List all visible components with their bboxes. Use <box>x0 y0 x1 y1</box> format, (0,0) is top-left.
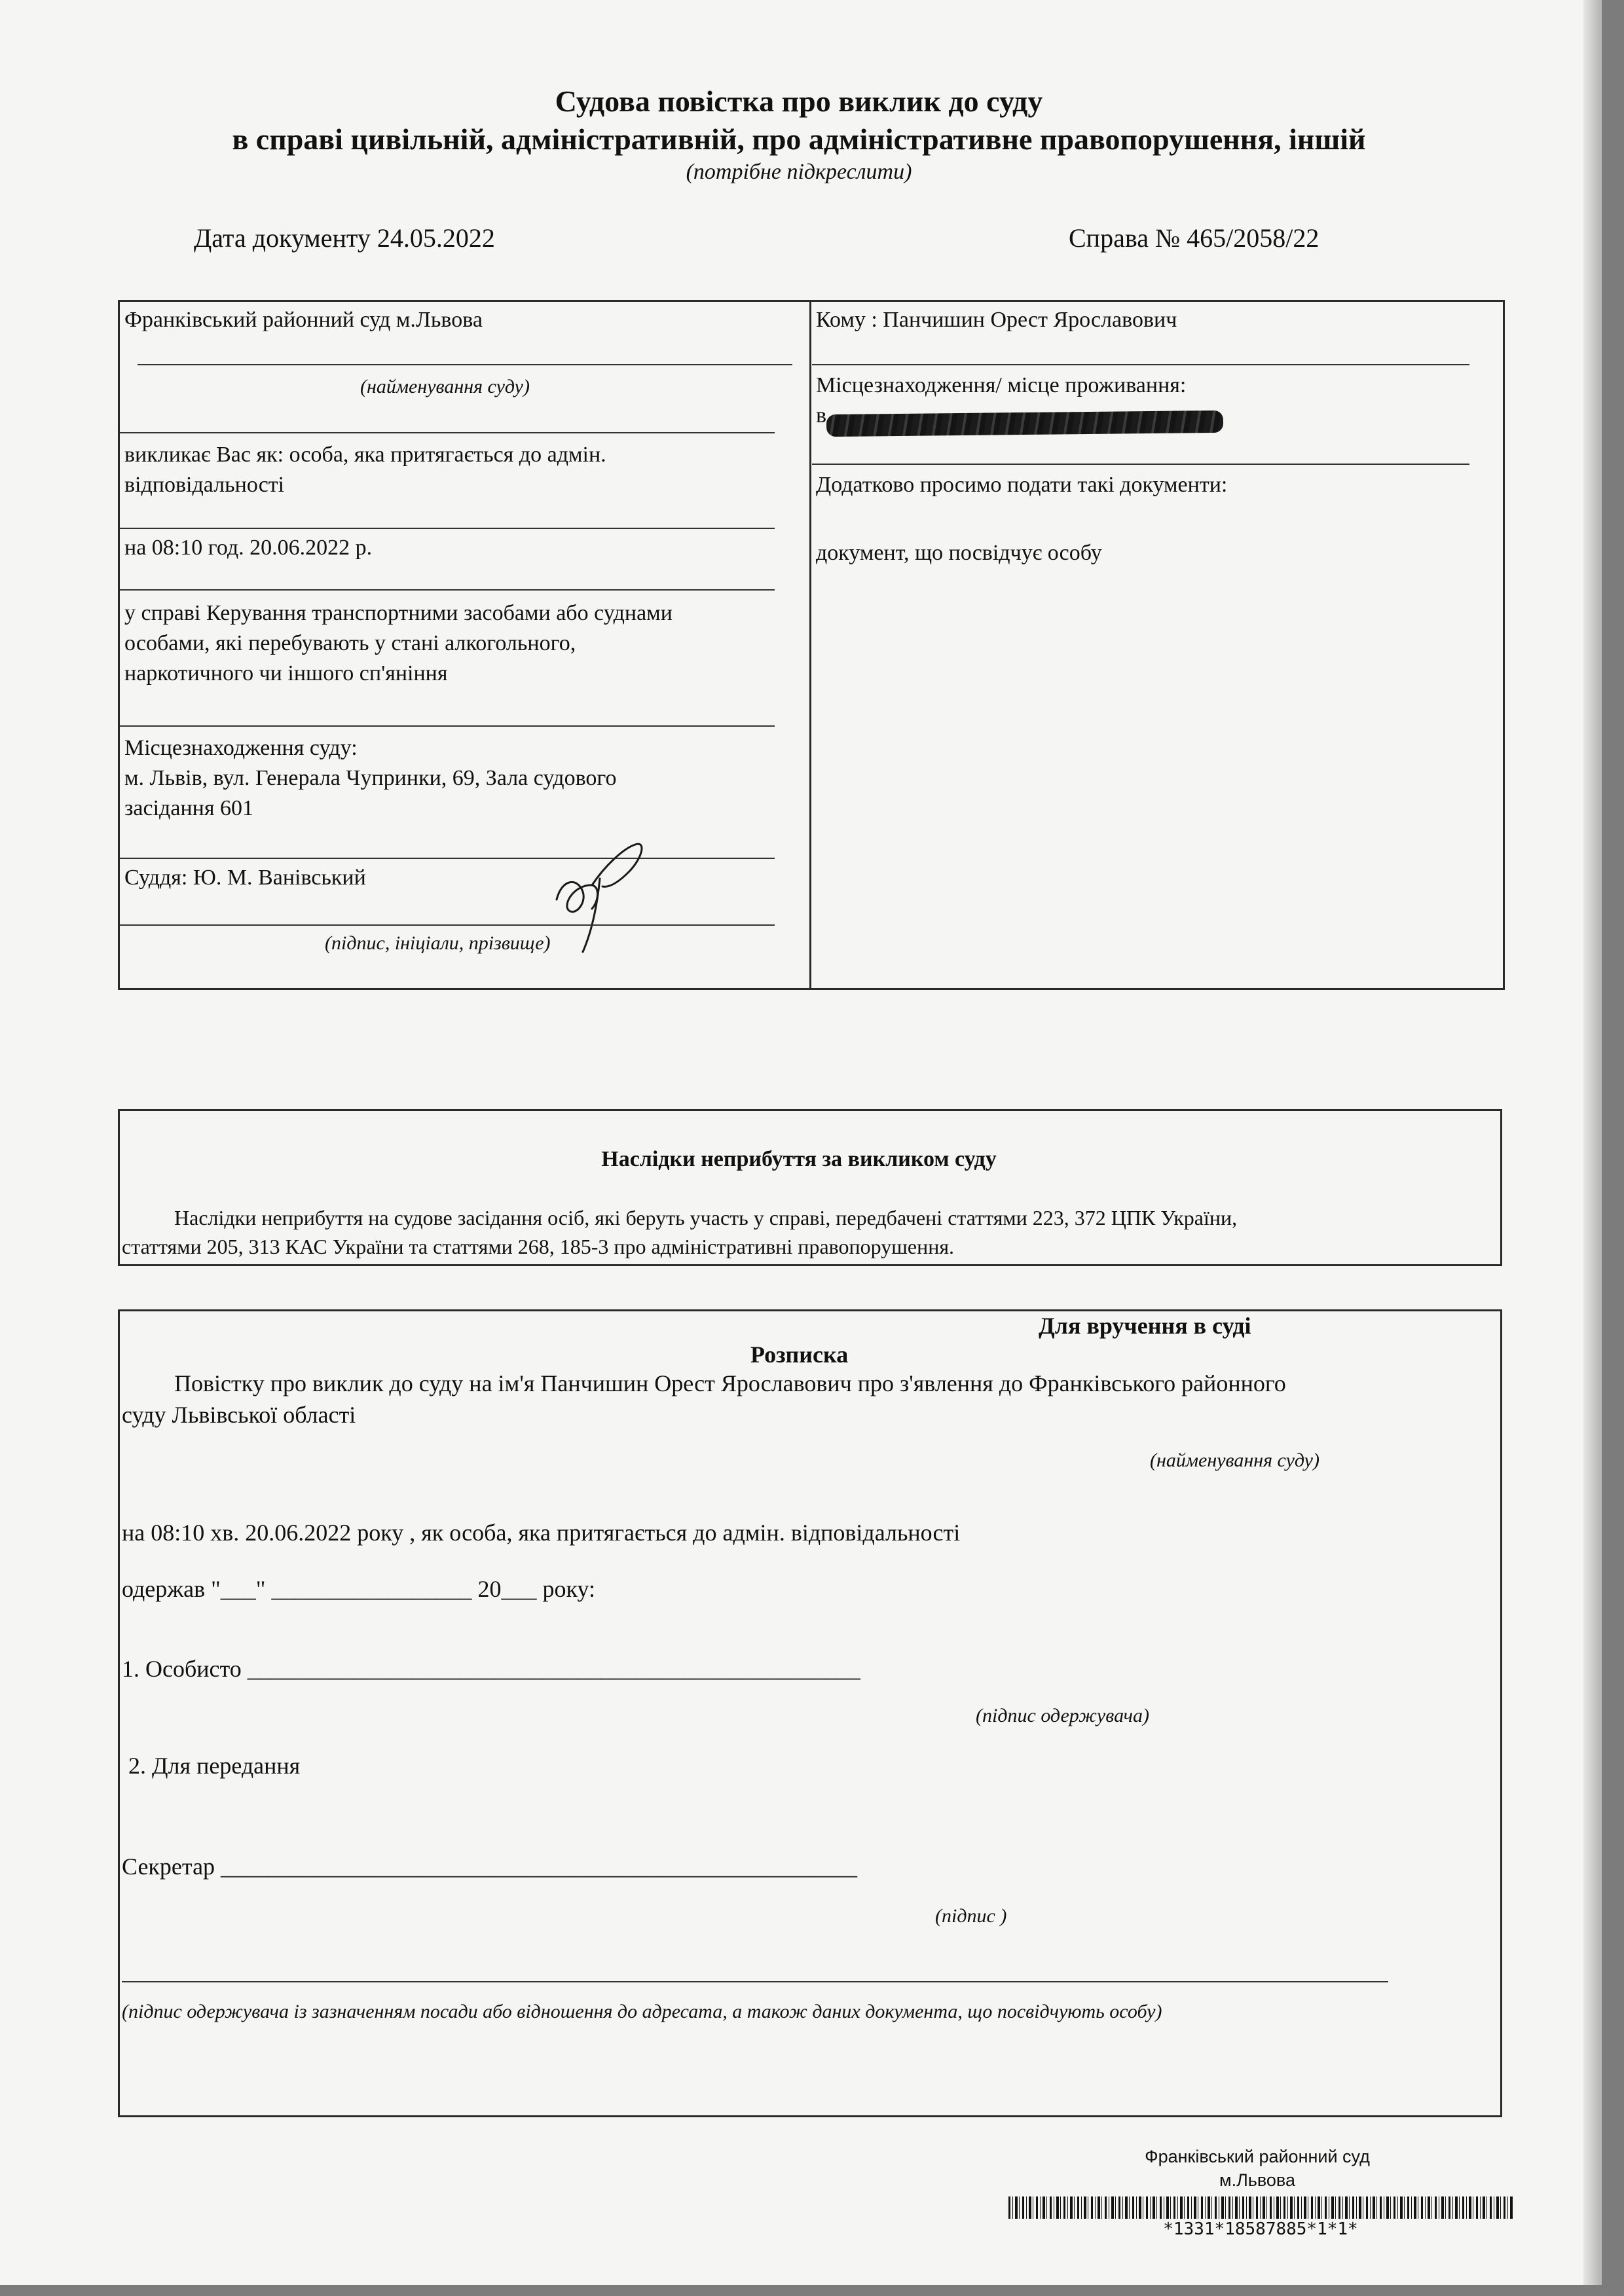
address-label: Місцезнаходження/ місце проживання: <box>816 373 1187 397</box>
received-date-line: одержав "___" _________________ 20___ року: <box>122 1576 596 1602</box>
for-court-label: Для вручення в суді <box>1039 1313 1251 1339</box>
documents-label: Додатково просимо подати такі документи: <box>816 473 1228 497</box>
receipt-line1: Повістку про виклик до суду на ім'я Панчишин Орест Ярославович про з'явлення до Франківського районного <box>174 1370 1286 1396</box>
recipient-rule <box>812 364 1469 365</box>
location-label: Місцезнаходження суду: <box>124 736 358 760</box>
document-title: Судова повістка про виклик до суду <box>555 84 1043 118</box>
court-name: Франківський районний суд м.Львова <box>124 308 483 332</box>
consequences-text-line1: Наслідки неприбуття на судове засідання осіб, які беруть участь у справі, передбачені статтями 223, 372 ЦПК України, <box>174 1206 1238 1230</box>
location-rule <box>120 858 775 859</box>
location-line2: засідання 601 <box>124 796 253 820</box>
documents-value: документ, що посвідчує особу <box>816 541 1102 565</box>
personally-signature-line: 1. Особисто ____________________________________________________ <box>122 1656 860 1682</box>
bottom-caption: (підпис одержувача із зазначенням посади або відношення до адресата, а також даних документа, що посвідчують особу) <box>122 2001 1162 2022</box>
judge-signature <box>537 839 655 957</box>
consequences-title: Наслідки неприбуття за викликом суду <box>601 1147 997 1171</box>
role-line1: викликає Вас як: особа, яка притягається до адмін. <box>124 443 606 467</box>
court-caption: (найменування суду) <box>360 376 530 397</box>
page-edge-shadow <box>1583 0 1598 2285</box>
personally-caption: (підпис одержувача) <box>976 1705 1149 1726</box>
address-rule <box>812 464 1469 465</box>
case-number: Справа № 465/2058/22 <box>1069 223 1320 253</box>
document-date: Дата документу 24.05.2022 <box>194 223 495 253</box>
signature-caption: (підпис, ініціали, прізвище) <box>325 932 551 954</box>
recipient-name: Кому : Панчишин Орест Ярославович <box>816 308 1177 332</box>
judge-name: Суддя: Ю. М. Ванівський <box>124 866 366 890</box>
barcode-text: *1331*18587885*1*1* <box>1163 2219 1358 2239</box>
role-line2: відповідальності <box>124 473 285 497</box>
receipt-line2: суду Львівської області <box>122 1402 356 1428</box>
case-line2: особами, які перебувають у стані алкогольного, <box>124 631 576 655</box>
consequences-text-line2: статтями 205, 313 КАС України та статтями 268, 185-3 про адміністративні правопорушення. <box>122 1235 955 1258</box>
transfer-label: 2. Для передання <box>128 1753 301 1779</box>
barcode <box>1008 2196 1513 2219</box>
receipt-box <box>118 1309 1502 2117</box>
footer-court <box>1126 2145 1388 2192</box>
table-divider <box>809 300 811 990</box>
court-location <box>124 733 617 824</box>
footer-court-line2: м.Львова <box>1219 2170 1295 2190</box>
case-line3: наркотичного чи іншого сп'яніння <box>124 661 448 685</box>
secretary-caption: (підпис ) <box>935 1905 1007 1927</box>
secretary-signature-line: Секретар ______________________________________________________ <box>122 1853 858 1880</box>
receipt-court-caption: (найменування суду) <box>1150 1449 1320 1471</box>
court-underline <box>138 364 792 365</box>
role-rule <box>120 528 775 529</box>
receipt-title: Розписка <box>750 1341 849 1368</box>
document-title-line2: в справі цивільній, адміністративній, про адміністративне правопорушення, іншій <box>232 122 1366 156</box>
footer-court-line1: Франківський районний суд <box>1145 2147 1370 2166</box>
bottom-signature-rule <box>122 1981 1388 1982</box>
receipt-time-line: на 08:10 хв. 20.06.2022 року , як особа, яка притягається до адмін. відповідальності <box>122 1520 961 1546</box>
hearing-time: на 08:10 год. 20.06.2022 р. <box>124 536 373 560</box>
case-line1: у справі Керування транспортними засобами або суднами <box>124 601 673 625</box>
address-visible-char: в <box>816 403 827 428</box>
judge-rule <box>120 924 775 926</box>
time-rule <box>120 589 775 591</box>
court-rule <box>120 432 775 433</box>
redacted-address <box>826 410 1223 437</box>
document-subtitle: (потрібне підкреслити) <box>686 160 912 184</box>
case-description <box>124 598 673 689</box>
case-rule <box>120 725 775 727</box>
role-text <box>124 440 606 500</box>
location-line1: м. Львів, вул. Генерала Чупринки, 69, Зала судового <box>124 766 617 790</box>
